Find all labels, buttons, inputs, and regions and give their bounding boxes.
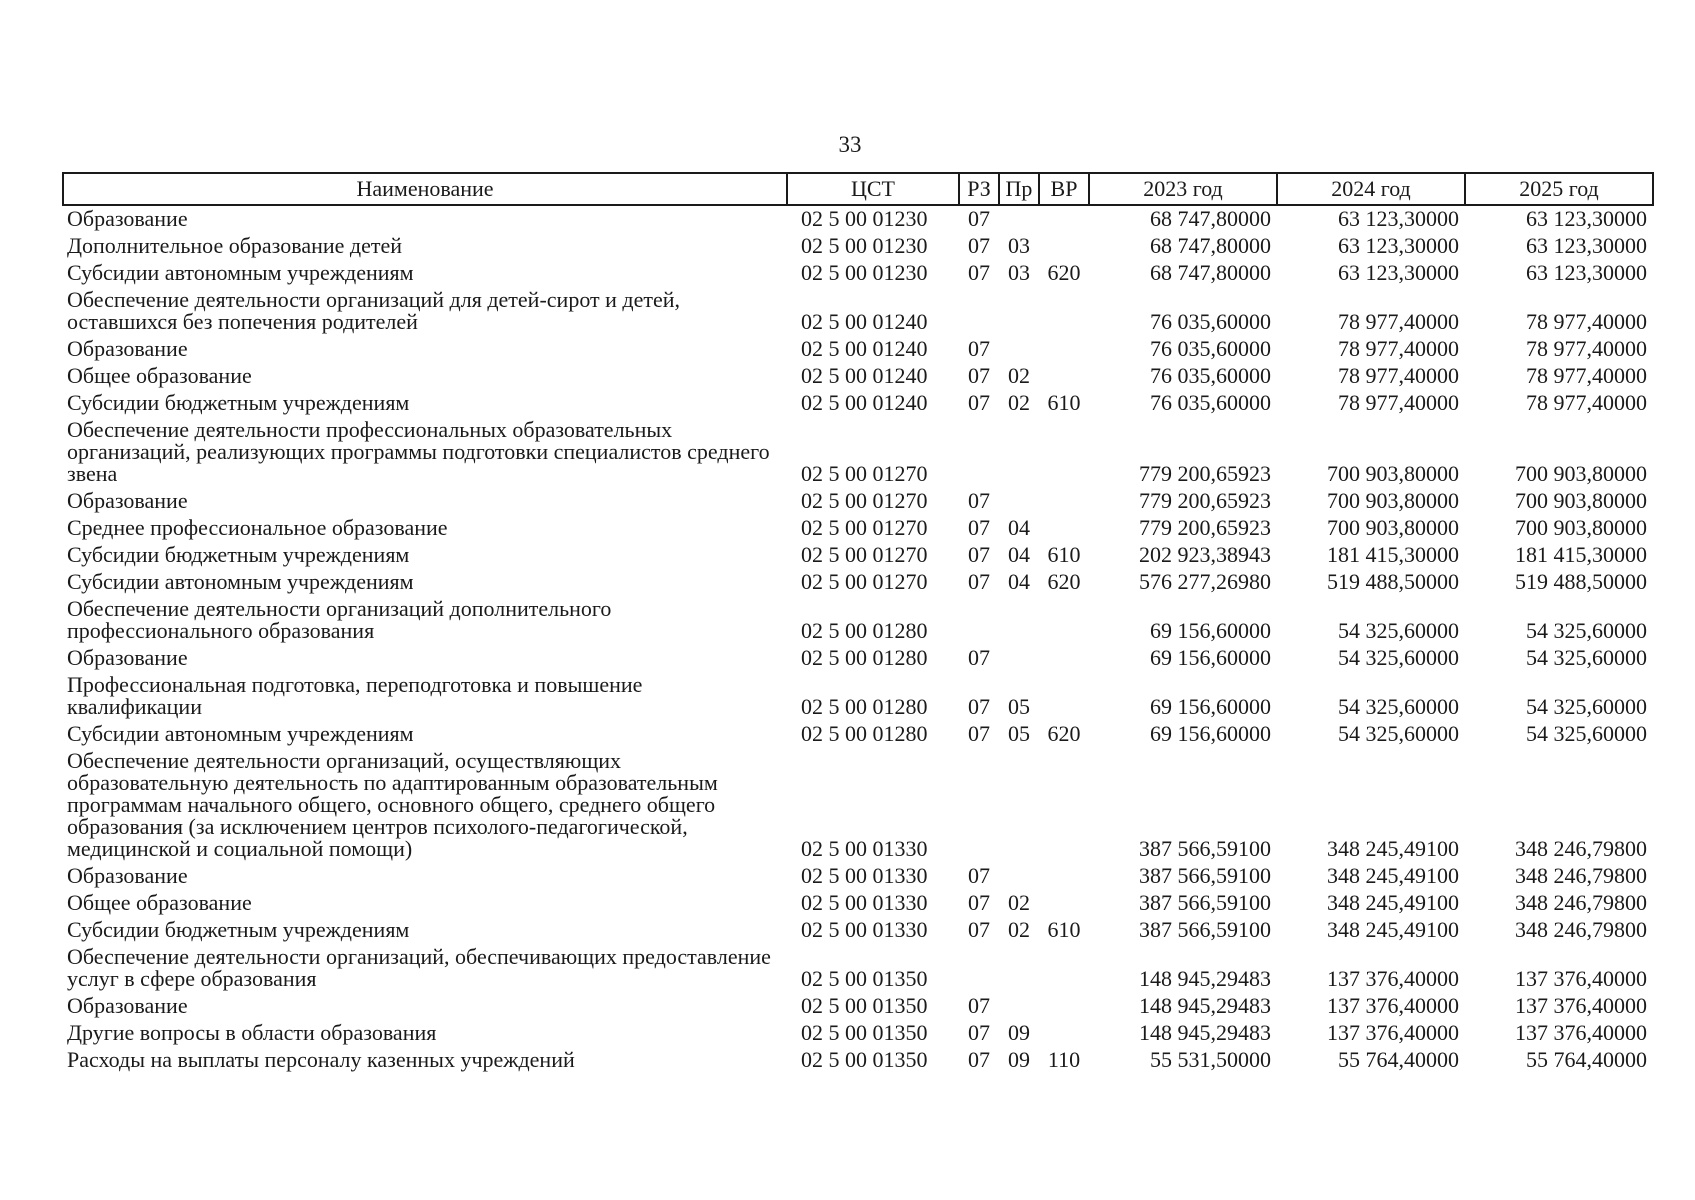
row-vr: 620	[1047, 721, 1081, 746]
row-cst: 02 5 00 01230	[801, 206, 928, 231]
row-amount-2025: 63 123,30000	[1526, 260, 1647, 285]
row-amount-2024: 78 977,40000	[1338, 390, 1459, 415]
row-amount-2024: 78 977,40000	[1338, 363, 1459, 388]
table-row	[63, 863, 1653, 890]
row-vr	[1039, 233, 1089, 260]
row-name: Субсидии автономным учреждениям	[67, 569, 414, 594]
row-pr	[999, 287, 1039, 336]
row-amount-2024: 78 977,40000	[1338, 336, 1459, 361]
table-row	[63, 721, 1653, 748]
row-name: Субсидии автономным учреждениям	[67, 260, 414, 285]
row-amount-2024: 519 488,50000	[1327, 569, 1459, 594]
row-rz: 07	[968, 694, 990, 719]
row-amount-2023: 69 156,60000	[1150, 645, 1271, 670]
row-name: Образование	[67, 488, 188, 513]
budget-table	[62, 172, 1654, 1074]
row-amount-2024: 137 376,40000	[1327, 993, 1459, 1018]
header-2023: 2023 год	[1089, 173, 1277, 205]
row-rz: 07	[968, 721, 990, 746]
table-row	[63, 488, 1653, 515]
row-amount-2023: 779 200,65923	[1139, 515, 1271, 540]
row-rz	[959, 944, 999, 993]
table-row	[63, 233, 1653, 260]
row-amount-2024: 700 903,80000	[1327, 461, 1459, 486]
row-rz	[959, 287, 999, 336]
row-amount-2023: 202 923,38943	[1139, 542, 1271, 567]
row-cst: 02 5 00 01350	[801, 1047, 928, 1072]
header-2025: 2025 год	[1465, 173, 1653, 205]
row-rz: 07	[968, 1020, 990, 1045]
row-amount-2023: 387 566,59100	[1139, 836, 1271, 861]
row-amount-2024: 137 376,40000	[1327, 1020, 1459, 1045]
row-amount-2025: 78 977,40000	[1526, 390, 1647, 415]
row-amount-2024: 54 325,60000	[1338, 618, 1459, 643]
row-amount-2024: 54 325,60000	[1338, 721, 1459, 746]
row-amount-2023: 148 945,29483	[1139, 1020, 1271, 1045]
row-pr	[999, 944, 1039, 993]
row-vr	[1039, 672, 1089, 721]
row-cst: 02 5 00 01270	[801, 542, 928, 567]
row-amount-2025: 137 376,40000	[1515, 966, 1647, 991]
table-header	[63, 173, 1653, 205]
row-cst: 02 5 00 01350	[801, 966, 928, 991]
row-rz	[959, 748, 999, 863]
row-rz: 07	[968, 390, 990, 415]
row-amount-2023: 69 156,60000	[1150, 694, 1271, 719]
row-amount-2025: 54 325,60000	[1526, 618, 1647, 643]
row-rz: 07	[968, 488, 990, 513]
row-amount-2024: 54 325,60000	[1338, 645, 1459, 670]
row-name: Субсидии бюджетным учреждениям	[67, 542, 410, 567]
row-amount-2025: 700 903,80000	[1515, 461, 1647, 486]
row-rz: 07	[968, 863, 990, 888]
row-name: Обеспечение деятельности организаций дополнительного профессионального образования	[67, 596, 612, 643]
table-row	[63, 569, 1653, 596]
row-amount-2023: 68 747,80000	[1150, 206, 1271, 231]
row-vr: 620	[1047, 569, 1081, 594]
row-rz	[959, 417, 999, 488]
row-pr: 05	[1008, 694, 1030, 719]
row-vr	[1039, 488, 1089, 515]
row-amount-2025: 54 325,60000	[1526, 694, 1647, 719]
row-vr: 620	[1047, 260, 1081, 285]
table-row	[63, 336, 1653, 363]
row-cst: 02 5 00 01330	[801, 863, 928, 888]
row-cst: 02 5 00 01350	[801, 1020, 928, 1045]
table-row	[63, 672, 1653, 721]
row-name: Образование	[67, 863, 188, 888]
row-amount-2023: 576 277,26980	[1139, 569, 1271, 594]
row-rz: 07	[968, 645, 990, 670]
row-amount-2025: 348 246,79800	[1515, 917, 1647, 942]
row-amount-2024: 348 245,49100	[1327, 863, 1459, 888]
row-rz: 07	[968, 336, 990, 361]
row-vr	[1039, 205, 1089, 233]
row-amount-2025: 63 123,30000	[1526, 233, 1647, 258]
row-pr: 02	[1008, 363, 1030, 388]
row-amount-2025: 137 376,40000	[1515, 1020, 1647, 1045]
row-vr	[1039, 336, 1089, 363]
row-rz: 07	[968, 917, 990, 942]
row-amount-2023: 68 747,80000	[1150, 233, 1271, 258]
row-cst: 02 5 00 01280	[801, 645, 928, 670]
row-amount-2023: 55 531,50000	[1150, 1047, 1271, 1072]
row-rz: 07	[968, 993, 990, 1018]
row-pr	[999, 645, 1039, 672]
row-rz: 07	[968, 233, 990, 258]
row-cst: 02 5 00 01230	[801, 260, 928, 285]
row-cst: 02 5 00 01240	[801, 309, 928, 334]
row-pr	[999, 205, 1039, 233]
row-cst: 02 5 00 01330	[801, 890, 928, 915]
row-name: Субсидии бюджетным учреждениям	[67, 917, 410, 942]
row-amount-2024: 348 245,49100	[1327, 890, 1459, 915]
row-pr: 05	[1008, 721, 1030, 746]
table-row	[63, 363, 1653, 390]
row-amount-2024: 348 245,49100	[1327, 917, 1459, 942]
row-amount-2024: 700 903,80000	[1327, 515, 1459, 540]
row-amount-2024: 137 376,40000	[1327, 966, 1459, 991]
row-amount-2025: 700 903,80000	[1515, 515, 1647, 540]
row-pr	[999, 488, 1039, 515]
row-cst: 02 5 00 01270	[801, 569, 928, 594]
row-vr: 610	[1047, 917, 1081, 942]
row-rz: 07	[968, 542, 990, 567]
table-row	[63, 917, 1653, 944]
row-amount-2024: 700 903,80000	[1327, 488, 1459, 513]
row-name: Обеспечение деятельности профессиональных образовательных организаций, реализующих программы подготовки специалистов среднего звена	[67, 417, 770, 486]
row-name: Образование	[67, 645, 188, 670]
row-amount-2024: 63 123,30000	[1338, 260, 1459, 285]
row-vr	[1039, 890, 1089, 917]
table-row	[63, 1047, 1653, 1074]
row-vr	[1039, 863, 1089, 890]
row-amount-2023: 76 035,60000	[1150, 390, 1271, 415]
table-row	[63, 748, 1653, 863]
row-amount-2025: 181 415,30000	[1515, 542, 1647, 567]
header-name: Наименование	[63, 173, 787, 205]
row-amount-2024: 181 415,30000	[1327, 542, 1459, 567]
row-cst: 02 5 00 01280	[801, 618, 928, 643]
row-amount-2023: 387 566,59100	[1139, 917, 1271, 942]
row-cst: 02 5 00 01270	[801, 488, 928, 513]
row-cst: 02 5 00 01280	[801, 694, 928, 719]
row-pr	[999, 336, 1039, 363]
row-pr	[999, 417, 1039, 488]
row-name: Среднее профессиональное образование	[67, 515, 448, 540]
row-pr: 03	[1008, 233, 1030, 258]
row-pr: 04	[1008, 569, 1030, 594]
header-rz: РЗ	[959, 173, 999, 205]
row-pr	[999, 993, 1039, 1020]
row-cst: 02 5 00 01330	[801, 836, 928, 861]
row-vr	[1039, 515, 1089, 542]
row-amount-2023: 76 035,60000	[1150, 309, 1271, 334]
row-rz: 07	[968, 206, 990, 231]
row-amount-2025: 78 977,40000	[1526, 363, 1647, 388]
row-amount-2025: 519 488,50000	[1515, 569, 1647, 594]
row-rz	[959, 596, 999, 645]
table-row	[63, 645, 1653, 672]
row-amount-2023: 148 945,29483	[1139, 966, 1271, 991]
row-amount-2025: 348 246,79800	[1515, 890, 1647, 915]
header-2024: 2024 год	[1277, 173, 1465, 205]
table-row	[63, 287, 1653, 336]
row-name: Образование	[67, 993, 188, 1018]
table-row	[63, 1020, 1653, 1047]
row-name: Расходы на выплаты персоналу казенных учреждений	[67, 1047, 575, 1072]
row-amount-2025: 55 764,40000	[1526, 1047, 1647, 1072]
table-row	[63, 993, 1653, 1020]
row-pr	[999, 596, 1039, 645]
row-cst: 02 5 00 01270	[801, 515, 928, 540]
row-cst: 02 5 00 01330	[801, 917, 928, 942]
row-name: Субсидии бюджетным учреждениям	[67, 390, 410, 415]
row-amount-2024: 348 245,49100	[1327, 836, 1459, 861]
row-name: Образование	[67, 206, 188, 231]
row-name: Дополнительное образование детей	[67, 233, 403, 258]
table-row	[63, 260, 1653, 287]
table-row	[63, 890, 1653, 917]
header-cst: ЦСТ	[787, 173, 959, 205]
header-row	[63, 173, 1653, 205]
row-vr: 610	[1047, 390, 1081, 415]
row-name: Общее образование	[67, 363, 252, 388]
row-name: Другие вопросы в области образования	[67, 1020, 437, 1045]
row-vr	[1039, 993, 1089, 1020]
row-vr	[1039, 363, 1089, 390]
table-row	[63, 944, 1653, 993]
table-row	[63, 596, 1653, 645]
row-amount-2023: 387 566,59100	[1139, 890, 1271, 915]
row-amount-2023: 69 156,60000	[1150, 721, 1271, 746]
row-amount-2023: 76 035,60000	[1150, 336, 1271, 361]
row-pr: 04	[1008, 542, 1030, 567]
row-amount-2024: 78 977,40000	[1338, 309, 1459, 334]
row-amount-2025: 78 977,40000	[1526, 336, 1647, 361]
table-row	[63, 542, 1653, 569]
row-amount-2024: 63 123,30000	[1338, 206, 1459, 231]
row-vr: 610	[1047, 542, 1081, 567]
row-amount-2025: 54 325,60000	[1526, 645, 1647, 670]
row-name: Профессиональная подготовка, переподготовка и повышение квалификации	[67, 672, 643, 719]
row-vr: 110	[1047, 1047, 1081, 1072]
row-rz: 07	[968, 569, 990, 594]
row-cst: 02 5 00 01270	[801, 461, 928, 486]
row-name: Субсидии автономным учреждениям	[67, 721, 414, 746]
row-pr: 02	[1008, 390, 1030, 415]
row-amount-2023: 779 200,65923	[1139, 488, 1271, 513]
row-amount-2025: 137 376,40000	[1515, 993, 1647, 1018]
row-amount-2025: 63 123,30000	[1526, 206, 1647, 231]
table-row	[63, 390, 1653, 417]
row-amount-2024: 63 123,30000	[1338, 233, 1459, 258]
row-amount-2024: 55 764,40000	[1338, 1047, 1459, 1072]
row-cst: 02 5 00 01230	[801, 233, 928, 258]
row-vr	[1039, 417, 1089, 488]
table-row	[63, 417, 1653, 488]
row-name: Обеспечение деятельности организаций, осуществляющих образовательную деятельность по адаптированным образовательным программам начального общего, основного общего, среднего общего образования (за исключением центров психолого-педагогической, медицинской и социальной помощи)	[67, 748, 718, 861]
row-name: Общее образование	[67, 890, 252, 915]
row-pr: 09	[1008, 1020, 1030, 1045]
row-amount-2025: 348 246,79800	[1515, 863, 1647, 888]
row-pr: 02	[1008, 917, 1030, 942]
row-rz: 07	[968, 1047, 990, 1072]
row-vr	[1039, 596, 1089, 645]
row-vr	[1039, 748, 1089, 863]
row-pr	[999, 863, 1039, 890]
row-amount-2023: 387 566,59100	[1139, 863, 1271, 888]
row-pr: 04	[1008, 515, 1030, 540]
page-number: 33	[838, 132, 862, 157]
row-cst: 02 5 00 01240	[801, 336, 928, 361]
row-cst: 02 5 00 01280	[801, 721, 928, 746]
table-row	[63, 205, 1653, 233]
row-pr: 02	[1008, 890, 1030, 915]
table-row	[63, 515, 1653, 542]
header-vr: ВР	[1039, 173, 1089, 205]
row-pr	[999, 748, 1039, 863]
row-vr	[1039, 287, 1089, 336]
row-rz: 07	[968, 260, 990, 285]
row-pr: 03	[1008, 260, 1030, 285]
row-cst: 02 5 00 01350	[801, 993, 928, 1018]
row-amount-2023: 148 945,29483	[1139, 993, 1271, 1018]
row-rz: 07	[968, 363, 990, 388]
row-vr	[1039, 944, 1089, 993]
row-amount-2025: 54 325,60000	[1526, 721, 1647, 746]
row-vr	[1039, 645, 1089, 672]
row-cst: 02 5 00 01240	[801, 390, 928, 415]
row-amount-2025: 700 903,80000	[1515, 488, 1647, 513]
row-amount-2023: 68 747,80000	[1150, 260, 1271, 285]
row-name: Обеспечение деятельности организаций для детей-сирот и детей, оставшихся без попечения родителей	[67, 287, 681, 334]
row-name: Обеспечение деятельности организаций, обеспечивающих предоставление услуг в сфере образования	[67, 944, 771, 991]
row-amount-2025: 78 977,40000	[1526, 309, 1647, 334]
row-amount-2025: 348 246,79800	[1515, 836, 1647, 861]
row-amount-2023: 69 156,60000	[1150, 618, 1271, 643]
row-name: Образование	[67, 336, 188, 361]
row-amount-2023: 76 035,60000	[1150, 363, 1271, 388]
row-vr	[1039, 1020, 1089, 1047]
row-rz: 07	[968, 515, 990, 540]
header-pr: Пр	[999, 173, 1039, 205]
row-pr: 09	[1008, 1047, 1030, 1072]
row-amount-2023: 779 200,65923	[1139, 461, 1271, 486]
table-body	[63, 205, 1653, 1074]
row-rz: 07	[968, 890, 990, 915]
row-amount-2024: 54 325,60000	[1338, 694, 1459, 719]
row-cst: 02 5 00 01240	[801, 363, 928, 388]
